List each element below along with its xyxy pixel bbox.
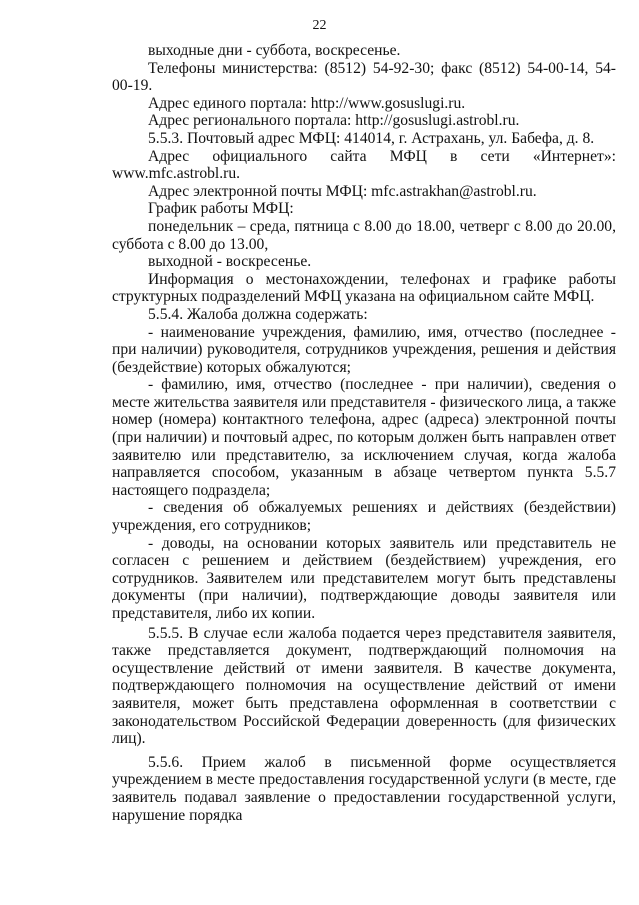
paragraph-mfc-schedule: понедельник – среда, пятница с 8.00 до 18.00, четверг с 8.00 до 20.00, суббота с 8.00 до 13.00, <box>112 217 616 253</box>
paragraph-mfc-website: Адрес официального сайта МФЦ в сети «Интернет»: www.mfc.astrobl.ru. <box>112 147 616 183</box>
paragraph-mfc-subdivisions-info: Информация о местонахождении, телефонах и графике работы структурных подразделений МФЦ указана на официальном сайте МФЦ. <box>112 270 616 306</box>
paragraph-complaint-item-arguments: - доводы, на основании которых заявитель или представитель не согласен с решением и действием (бездействием) учреждения, его сотрудников. Заявителем или представителем могут быть представлены документы (при наличии), подтверждающие доводы заявителя или представителя, либо их копии. <box>112 534 616 622</box>
document-body <box>112 42 616 824</box>
paragraph-mfc-postal-address: 5.5.3. Почтовый адрес МФЦ: 414014, г. Астрахань, ул. Бабефа, д. 8. <box>148 129 595 147</box>
paragraph-complaint-item-institution: - наименование учреждения, фамилию, имя, отчество (последнее - при наличии) руководителя, сотрудников учреждения, решения и действия (бездействие) которых обжалуются; <box>112 323 616 376</box>
paragraph-ministry-phones: Телефоны министерства: (8512) 54-92-30; факс (8512) 54-00-14, 54-00-19. <box>112 59 616 95</box>
paragraph-complaint-item-applicant: - фамилию, имя, отчество (последнее - при наличии), сведения о месте жительства заявителя или представителя - физического лица, а также номер (номера) контактного телефона, адрес (адреса) электронной почты (при наличии) и почтовый адрес, по которым должен быть направлен ответ заявителю или представителю, за исключением случая, когда жалоба направляется способом, указанным в абзаце четвертом пункта 5.5.7 настоящего подраздела; <box>112 376 616 499</box>
paragraph-representative: 5.5.5. В случае если жалоба подается через представителя заявителя, также представляется документ, подтверждающий полномочия на осуществление действий от имени заявителя. В качестве документа, подтверждающего полномочия на осуществление действий от имени заявителя, может быть представлена оформленная в соответствии с законодательством Российской Федерации доверенность (для физических лиц). <box>112 624 616 748</box>
page-number: 22 <box>312 18 327 33</box>
paragraph-complaint-contents-heading: 5.5.4. Жалоба должна содержать: <box>148 305 368 323</box>
paragraph-unified-portal: Адрес единого портала: http://www.gosuslugi.ru. <box>148 94 466 112</box>
paragraph-regional-portal: Адрес регионального портала: http://gosuslugi.astrobl.ru. <box>148 112 520 130</box>
paragraph-written-complaints: 5.5.6. Прием жалоб в письменной форме осуществляется учреждением в месте предоставления государственной услуги (в месте, где заявитель подавал заявление о предоставлении государственной услуги, нарушение порядка <box>112 753 616 824</box>
paragraph-mfc-day-off: выходной - воскресенье. <box>148 253 312 271</box>
paragraph-mfc-schedule-heading: График работы МФЦ: <box>148 200 294 218</box>
paragraph-mfc-email: Адрес электронной почты МФЦ: mfc.astrakhan@astrobl.ru. <box>148 182 537 200</box>
paragraph-complaint-item-decisions: - сведения об обжалуемых решениях и действиях (бездействии) учреждения, его сотрудников; <box>112 499 616 535</box>
paragraph-weekend-days: выходные дни - суббота, воскресенье. <box>148 42 401 59</box>
